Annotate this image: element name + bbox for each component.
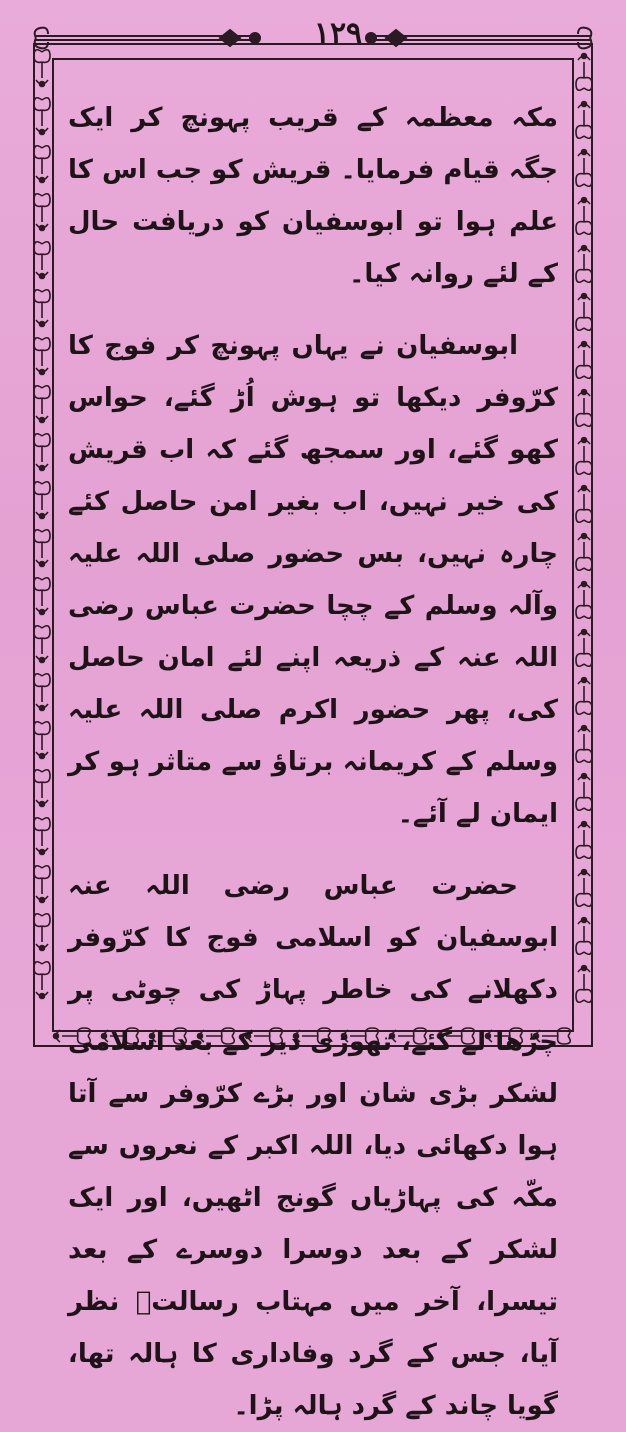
page-number: ۱۲۹: [313, 16, 363, 51]
paragraph-3: حضرت عباس رضی اللہ عنہ ابوسفیان کو اسلامی فوج کا کرّوفر دکھلانے کی خاطر پہاڑ کی چوٹی پر چڑھا لے گئے، تھوڑی دیر کے بعد اسلامی لشکر بڑی شان اور بڑے کرّوفر سے آتا ہوا دکھائی دیا، اللہ اکبر کے نعروں سے مکّہ کی پہاڑیاں گونج اٹھیں، اور ایک لشکر کے بعد دوسرا دوسرے کے بعد تیسرا، آخر میں مہتاب رسالتؐ نظر آیا، جس کے گرد وفاداری کا ہالہ تھا، گویا چاند کے گرد ہالہ پڑا۔: [68, 871, 558, 1421]
vine-motif: [576, 726, 592, 763]
vine-motif: [34, 434, 50, 471]
vine-motif: [576, 678, 592, 715]
vine-motif: [576, 150, 592, 187]
text-frame: [52, 58, 574, 1421]
vine-motif: [34, 818, 50, 855]
vine-motif: [576, 246, 592, 283]
vine-motif: [576, 822, 592, 859]
vine-motif: [34, 866, 50, 903]
vine-motif: [34, 386, 50, 423]
vine-motif: [34, 722, 50, 759]
vine-motif: [576, 102, 592, 139]
vine-motif: [34, 194, 50, 231]
vine-motif: [576, 774, 592, 811]
vine-motif: [34, 626, 50, 663]
vine-motif: [34, 146, 50, 183]
vine-motif: [34, 290, 50, 327]
vine-motif: [34, 242, 50, 279]
paragraph-2: ابوسفیان نے یہاں پہونچ کر فوج کا کرّوفر دیکھا تو ہوش اُڑ گئے، حواس کھو گئے، اور سمجھ گئے کہ اب قریش کی خیر نہیں، اب بغیر امن حاصل کئے چارہ نہیں، بس حضور صلی اللہ علیہ وآلہ وسلم کے چچا حضرت عباس رضی اللہ عنہ کے ذریعہ اپنے لئے امان حاصل کی، پھر حضور اکرم صلی اللہ علیہ وسلم کے کریمانہ برتاؤ سے متاثر ہو کر ایمان لے آئے۔: [68, 331, 558, 829]
vine-motif: [576, 438, 592, 475]
vine-motif: [34, 482, 50, 519]
vine-motif: [34, 914, 50, 951]
vine-motif: [576, 390, 592, 427]
paragraph-1: مکہ معظمہ کے قریب پہونچ کر ایک جگہ قیام فرمایا۔ قریش کو جب اس کا علم ہوا تو ابوسفیان کو دریافت حال کے لئے روانہ کیا۔: [68, 103, 558, 289]
vine-motif: [576, 918, 592, 955]
vine-motif: [576, 198, 592, 235]
vine-motif: [576, 870, 592, 907]
vine-motif: [34, 962, 50, 999]
vine-motif: [34, 98, 50, 135]
vine-motif: [576, 294, 592, 331]
vine-motif: [576, 582, 592, 619]
vine-motif: [34, 578, 50, 615]
vine-motif: [34, 770, 50, 807]
vine-motif: [576, 966, 592, 1003]
vine-motif: [576, 54, 592, 91]
vine-motif: [34, 674, 50, 711]
body-text: [68, 92, 558, 1432]
vine-motif: [576, 342, 592, 379]
vine-motif: [34, 50, 50, 87]
vine-motif: [576, 486, 592, 523]
vine-motif: [576, 534, 592, 571]
vine-motif: [34, 338, 50, 375]
vine-motif: [34, 530, 50, 567]
vine-motif: [576, 630, 592, 667]
